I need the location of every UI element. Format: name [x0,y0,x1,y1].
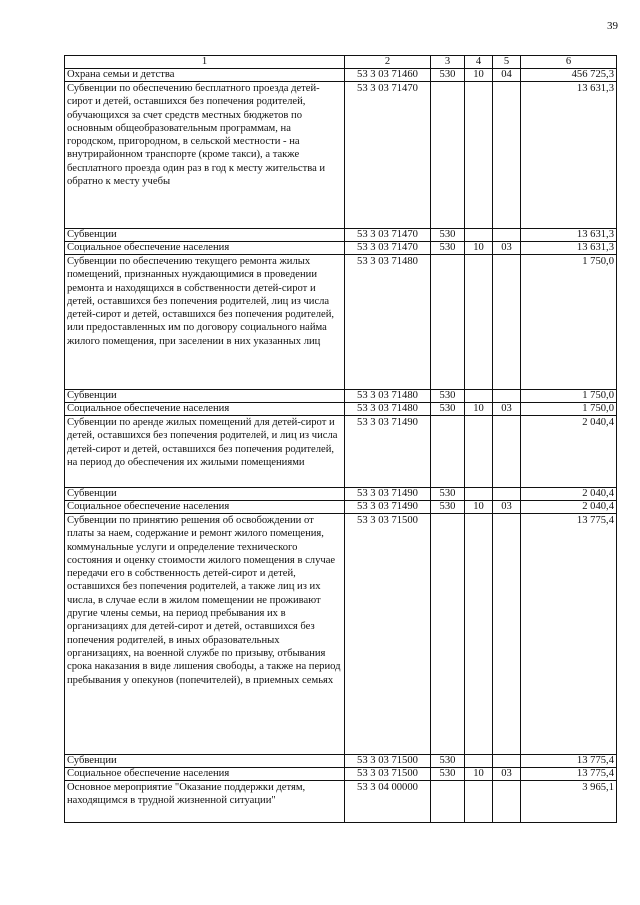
table-row [65,403,617,416]
row-amount: 1 750,0 [521,255,617,390]
row-name: Субвенции по обеспечению бесплатного проезда детей-сирот и детей, оставшихся без попечения родителей, обучающихся за счет средств местных бюджетов по основным общеобразовательным программам, на городском, пригородном, в сельской местности - на внутрирайонном транспорте (кроме такси), а также бесплатного проезда один раз в год к месту жительства и обратно к месту учебы [65,82,345,229]
row-c4: 10 [465,403,493,416]
table-row [65,488,617,501]
row-c5 [493,255,521,390]
table-row [65,242,617,255]
row-c5 [493,781,521,823]
row-c4 [465,416,493,488]
table-row [65,755,617,768]
row-amount: 13 631,3 [521,82,617,229]
row-c3: 530 [431,403,465,416]
row-c4 [465,255,493,390]
header-cell: 1 [65,56,345,69]
row-code: 53 3 03 71490 [345,501,431,514]
row-name: Охрана семьи и детства [65,69,345,82]
row-name: Субвенции [65,390,345,403]
header-cell: 6 [521,56,617,69]
row-c3 [431,514,465,755]
row-code: 53 3 03 71480 [345,403,431,416]
row-name: Субвенции [65,755,345,768]
row-c4: 10 [465,768,493,781]
row-c3: 530 [431,488,465,501]
row-c5 [493,390,521,403]
row-code: 53 3 04 00000 [345,781,431,823]
row-c5: 03 [493,501,521,514]
row-name: Социальное обеспечение населения [65,242,345,255]
row-c4: 10 [465,242,493,255]
row-code: 53 3 03 71460 [345,69,431,82]
row-name: Субвенции [65,229,345,242]
row-c4 [465,781,493,823]
row-amount: 13 631,3 [521,242,617,255]
table-row [65,255,617,390]
row-c5: 03 [493,403,521,416]
row-name: Субвенции по аренде жилых помещений для детей-сирот и детей, оставшихся без попечения родителей, и лиц из числа детей-сирот и детей, оставшихся без попечения родителей, на период до обеспечения их жилыми помещениями [65,416,345,488]
row-c3: 530 [431,69,465,82]
row-c5: 04 [493,69,521,82]
header-cell: 2 [345,56,431,69]
row-c4 [465,514,493,755]
table-row [65,501,617,514]
row-amount: 13 775,4 [521,768,617,781]
row-name: Основное мероприятие "Оказание поддержки детям, находящимся в трудной жизненной ситуации" [65,781,345,823]
row-amount: 2 040,4 [521,416,617,488]
row-c3: 530 [431,229,465,242]
row-amount: 2 040,4 [521,501,617,514]
row-c3: 530 [431,768,465,781]
row-c5 [493,82,521,229]
row-c5: 03 [493,242,521,255]
row-c3 [431,781,465,823]
table-row [65,781,617,823]
header-cell: 3 [431,56,465,69]
row-code: 53 3 03 71490 [345,416,431,488]
row-c4 [465,488,493,501]
row-c3: 530 [431,755,465,768]
row-amount: 1 750,0 [521,390,617,403]
row-c5 [493,755,521,768]
table-row [65,390,617,403]
table-row [65,768,617,781]
table-row [65,229,617,242]
row-c4 [465,755,493,768]
row-c4: 10 [465,69,493,82]
table-row [65,69,617,82]
header-cell: 5 [493,56,521,69]
row-code: 53 3 03 71480 [345,390,431,403]
table-header-row [65,56,617,69]
row-code: 53 3 03 71500 [345,768,431,781]
row-code: 53 3 03 71480 [345,255,431,390]
row-amount: 13 775,4 [521,755,617,768]
row-name: Субвенции [65,488,345,501]
row-name: Социальное обеспечение населения [65,501,345,514]
row-code: 53 3 03 71470 [345,242,431,255]
row-c4 [465,82,493,229]
row-code: 53 3 03 71490 [345,488,431,501]
row-amount: 13 775,4 [521,514,617,755]
row-amount: 456 725,3 [521,69,617,82]
row-amount: 2 040,4 [521,488,617,501]
row-code: 53 3 03 71500 [345,755,431,768]
row-c4 [465,229,493,242]
row-c3 [431,416,465,488]
row-amount: 1 750,0 [521,403,617,416]
row-c3: 530 [431,501,465,514]
table-row [65,514,617,755]
page-number: 39 [607,20,618,32]
budget-table [64,55,617,823]
row-name: Социальное обеспечение населения [65,403,345,416]
header-cell: 4 [465,56,493,69]
row-c3: 530 [431,242,465,255]
row-name: Социальное обеспечение населения [65,768,345,781]
row-c5 [493,416,521,488]
table-row [65,82,617,229]
row-c3 [431,255,465,390]
row-code: 53 3 03 71500 [345,514,431,755]
row-c3 [431,82,465,229]
row-c5: 03 [493,768,521,781]
row-c4 [465,390,493,403]
row-c5 [493,488,521,501]
table-row [65,416,617,488]
row-amount: 13 631,3 [521,229,617,242]
row-c5 [493,229,521,242]
row-amount: 3 965,1 [521,781,617,823]
row-c5 [493,514,521,755]
row-name: Субвенции по обеспечению текущего ремонта жилых помещений, признанных нуждающимися в проведении ремонта и находящихся в собственности детей-сирот и детей, оставшихся без попечения родителей, лиц из числа детей-сирот и детей, оставшихся без попечения родителей, или предоставленных им по договору социального найма жилого помещения, при заселении в них указанных лиц [65,255,345,390]
row-name: Субвенции по принятию решения об освобождении от платы за наем, содержание и ремонт жилого помещения, коммунальные услуги и определение технического состояния и оценку стоимости жилого помещения в случае передачи его в собственность детей-сирот и детей, оставшихся без попечения родителей, а также лиц из их числа, в случае если в жилом помещении не проживают другие члены семьи, на период пребывания их в организациях для детей-сирот и детей, оставшихся без попечения родителей, в иных образовательных организациях, на военной службе по призыву, отбывания срока наказания в виде лишения свободы, а также на период пребывания у опекунов (попечителей), в приемных семьях [65,514,345,755]
row-c4: 10 [465,501,493,514]
row-code: 53 3 03 71470 [345,229,431,242]
row-code: 53 3 03 71470 [345,82,431,229]
row-c3: 530 [431,390,465,403]
